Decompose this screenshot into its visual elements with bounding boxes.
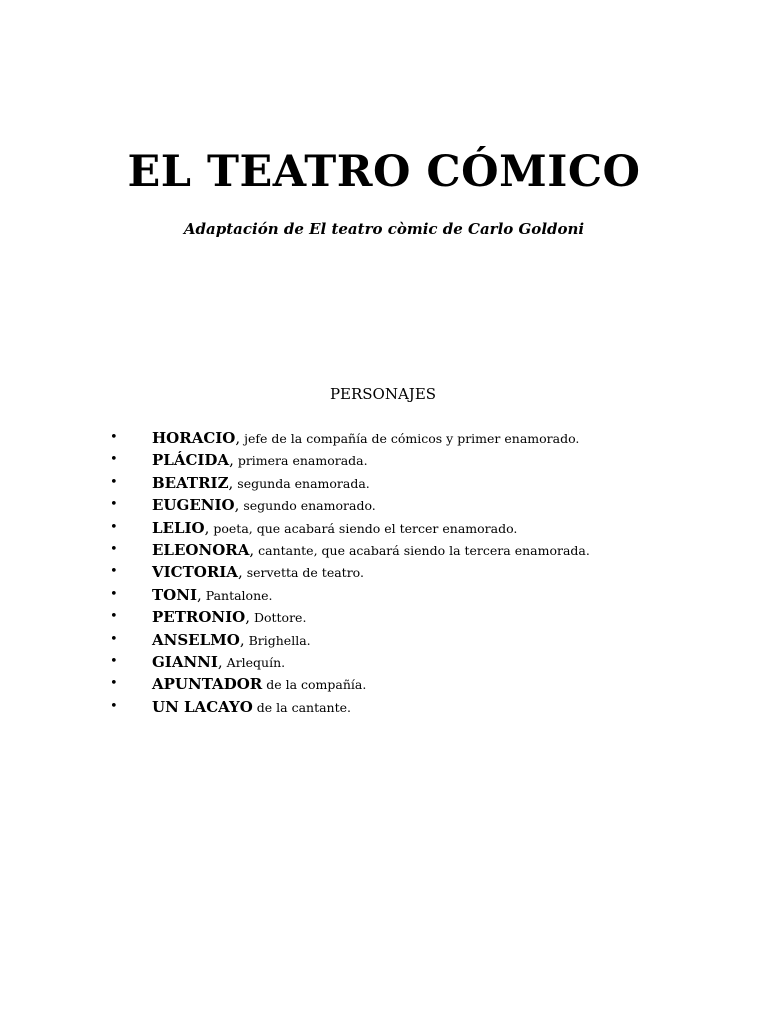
- character-entry: [152, 517, 517, 540]
- bullet-icon: •: [110, 586, 118, 602]
- character-separator: ,: [234, 496, 240, 515]
- character-description: poeta, que acabará siendo el tercer enamorado.: [209, 520, 518, 536]
- character-separator: ,: [239, 630, 245, 649]
- character-separator: ,: [217, 652, 223, 671]
- character-item: [0, 561, 768, 583]
- character-name: VICTORIA: [152, 563, 238, 582]
- character-entry: [152, 539, 590, 562]
- character-separator: ,: [228, 473, 234, 492]
- character-item: [0, 539, 768, 561]
- character-description: cantante, que acabará siendo la tercera enamorada.: [254, 542, 590, 558]
- document-title: EL TEATRO CÓMICO: [127, 147, 641, 197]
- character-separator: ,: [237, 563, 243, 582]
- document-subtitle: Adaptación de El teatro còmic de Carlo Goldoni: [183, 220, 585, 238]
- character-description: Dottore.: [249, 610, 307, 626]
- character-name: PETRONIO: [152, 608, 246, 627]
- character-entry: [152, 629, 311, 652]
- character-list: [0, 427, 768, 718]
- character-entry: [152, 673, 366, 696]
- character-description: servetta de teatro.: [242, 565, 364, 581]
- character-item: [0, 494, 768, 516]
- character-name: LELIO: [152, 518, 205, 537]
- bullet-icon: •: [110, 631, 118, 647]
- bullet-icon: •: [110, 676, 118, 692]
- character-item: [0, 673, 768, 695]
- character-entry: [152, 584, 273, 607]
- character-name: UN LACAYO: [152, 697, 253, 716]
- character-name: HORACIO: [152, 429, 236, 447]
- character-name: APUNTADOR: [152, 675, 263, 694]
- bullet-icon: •: [110, 430, 118, 445]
- character-separator: ,: [245, 608, 250, 627]
- character-separator: ,: [204, 518, 210, 537]
- character-name: ANSELMO: [152, 630, 240, 649]
- character-entry: [152, 427, 579, 450]
- character-description: segunda enamorada.: [233, 475, 370, 491]
- character-entry: [152, 472, 370, 495]
- character-separator: ,: [235, 429, 241, 447]
- character-description: Arlequín.: [222, 654, 286, 670]
- character-item: [0, 472, 768, 494]
- character-name: EUGENIO: [152, 496, 235, 515]
- character-name: GIANNI: [152, 652, 218, 671]
- bullet-icon: •: [110, 452, 118, 468]
- character-entry: [152, 449, 368, 472]
- character-separator: ,: [249, 540, 255, 559]
- character-description: primera enamorada.: [233, 453, 368, 469]
- character-description: de la cantante.: [252, 699, 352, 715]
- character-item: [0, 696, 768, 718]
- bullet-icon: •: [110, 698, 118, 714]
- character-description: jefe de la compañía de cómicos y primer enamorado.: [240, 431, 580, 446]
- character-entry: [152, 696, 351, 719]
- bullet-icon: •: [110, 653, 118, 669]
- character-name: TONI: [152, 585, 197, 604]
- character-description: Pantalone.: [201, 587, 273, 603]
- character-item: [0, 651, 768, 673]
- character-item: [0, 517, 768, 539]
- character-item: [0, 449, 768, 471]
- character-item: [0, 606, 768, 628]
- bullet-icon: •: [110, 541, 118, 557]
- character-description: de la compañía.: [262, 677, 367, 693]
- character-description: Brighella.: [244, 632, 311, 648]
- character-separator: ,: [229, 451, 234, 470]
- character-entry: [152, 606, 306, 629]
- character-item: [0, 584, 768, 606]
- character-name: PLÁCIDA: [152, 451, 230, 470]
- character-separator: ,: [196, 585, 202, 604]
- character-name: ELEONORA: [152, 540, 250, 559]
- character-item: [0, 629, 768, 651]
- bullet-icon: •: [110, 497, 118, 513]
- character-name: BEATRIZ: [152, 473, 229, 492]
- bullet-icon: •: [110, 474, 118, 490]
- character-entry: [152, 651, 285, 674]
- bullet-icon: •: [110, 609, 118, 625]
- bullet-icon: •: [110, 519, 118, 535]
- section-heading-personajes: PERSONAJES: [329, 385, 437, 403]
- character-description: segundo enamorado.: [239, 498, 376, 514]
- character-item: [0, 427, 768, 449]
- bullet-icon: •: [110, 564, 118, 580]
- character-entry: [152, 561, 364, 584]
- character-entry: [152, 494, 376, 517]
